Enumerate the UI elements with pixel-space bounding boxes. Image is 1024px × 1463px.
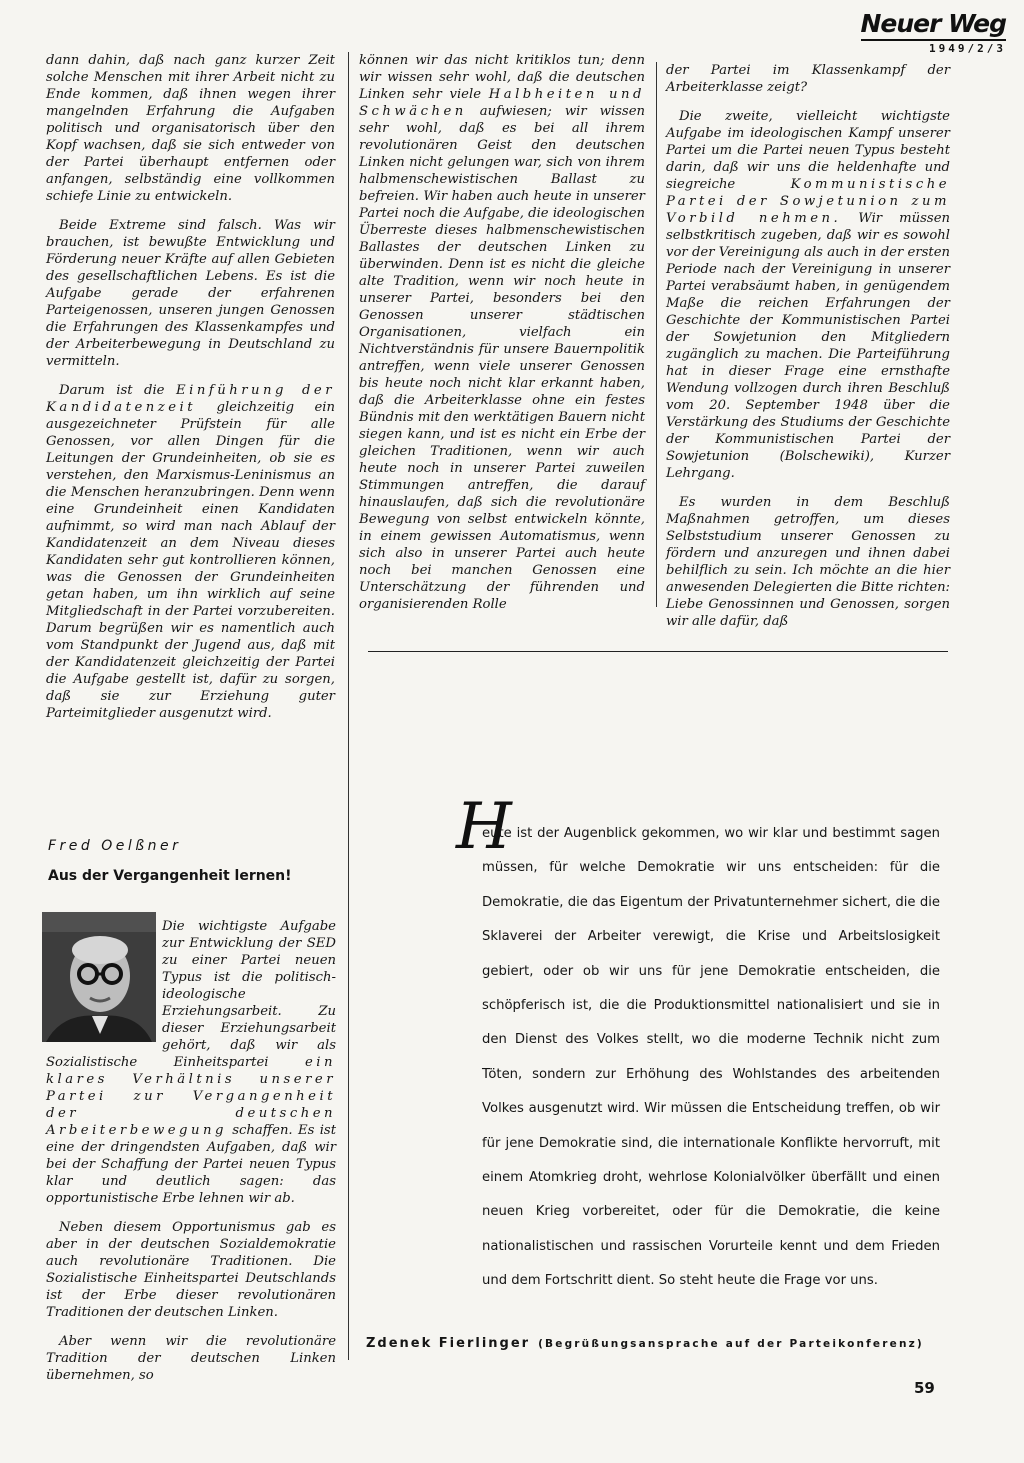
article-column-3: [666, 62, 950, 642]
section-divider: [368, 651, 948, 652]
col1-p3-emphasis: Einführung der Kandidatenzeit: [46, 383, 336, 415]
signature-note: (Begrüßungsansprache auf der Parteikonferenz): [538, 1338, 924, 1350]
oelssner-paragraph-2: Neben diesem Opportunismus gab es aber in der deutschen Sozialdemokratie auch revolutionäre Traditionen. Die Sozialistische Einheitspartei Deutschlands ist der Erbe dieser revolutionären Traditionen der deutschen Linken.: [46, 1220, 336, 1320]
oelssner-body: [46, 918, 336, 1396]
col2-p1-emphasis: Halbheiten und Schwächen: [359, 87, 645, 119]
column-rule-right: [656, 62, 657, 607]
col3-p2-text-a: Die zweite, vielleicht wichtigste Aufgabe im ideologischen Kampf unserer Partei um die Partei neuen Typus besteht darin, daß wir uns die heldenhafte und siegreiche: [666, 109, 950, 192]
quote-initial: H: [456, 790, 512, 864]
article-column-1: [46, 52, 335, 734]
oelssner-paragraph-3: Aber wenn wir die revolutionäre Tradition der deutschen Linken übernehmen, so: [46, 1334, 336, 1383]
signature-name: Zdenek Fierlinger: [366, 1336, 531, 1351]
col1-paragraph-1: dann dahin, daß nach ganz kurzer Zeit solche Menschen mit ihrer Arbeit nicht zu Ende kommen, daß ihnen wegen ihrer mangelnden Erfahrung die Aufgaben politisch und organisatorisch über den Kopf wachsen, daß sie sich entweder von der Partei überhaupt entfernen oder anfangen, selbständig eine vollkommen schiefe Linie zu entwickeln.: [46, 53, 335, 204]
col2-p1-text-a: können wir das nicht kritiklos tun; denn wir wissen sehr wohl, daß die deutschen Linken sehr viele: [359, 53, 645, 102]
portrait-spacer: [46, 918, 162, 1044]
oelssner-p1-text-b: schaffen. Es ist eine der dringendsten Aufgaben, daß wir bei der Schaffung der Partei neuen Typus klar und deutlich sagen: das opportunistische Erbe lehnen wir ab.: [46, 1123, 336, 1206]
col2-p1-text-b: aufwiesen; wir wissen sehr wohl, daß es bei all ihrem revolutionären Geist den deutschen Linken nicht gelungen war, sich von ihrem halbmenschewistischen Ballast zu befreien. Wir haben auch heute in unserer Partei noch die Aufgabe, die ideologischen Überreste dieses halbmenschewistischen Ballastes der deutschen Linken zu überwinden. Denn ist es nicht die gleiche alte Tradition, wenn wir noch heute in unserer Partei, besonders bei den Genossen unserer städtischen Organisationen, vielfach ein Nichtverständnis für unsere Bauernpolitik antreffen, wenn viele unserer Genossen bis heute noch nicht klar erkannt haben, daß die Arbeiterklasse ohne ein festes Bündnis mit den werktätigen Bauern nicht siegen kann, und ist es nicht ein Erbe der gleichen Traditionen, wenn wir auch heute noch in unserer Partei zuweilen Stimmungen antreffen, die darauf hinauslaufen, daß sich die revolutionäre Bewegung von selbst entwickeln könnte, in einem gewissen Automatismus, wenn sich also in unserer Partei auch heute noch bei manchen Genossen eine Unterschätzung der führenden und organisierenden Rolle: [359, 104, 645, 612]
article-column-2: [359, 52, 645, 625]
oelssner-title: Aus der Vergangenheit lernen!: [48, 868, 292, 884]
col1-p3-text-b: gleichzeitig ein ausgezeichneter Prüfstein für alle Genossen, vor allen Dingen für die Leitungen der Grundeinheiten, ob sie es verstehen, den Marxismus-Leninismus an die Menschen heranzubringen. Denn wenn eine Grundeinheit einen Kandidaten aufnimmt, so wird man nach Ablauf der Kandidatenzeit an dem Niveau dieses Kandidaten sehr gut kontrollieren können, was die Genossen der Grundeinheiten getan haben, um ihn wirklich auf seine Mitgliedschaft in der Partei vorzubereiten. Darum begrüßen wir es namentlich auch vom Standpunkt der Jugend aus, daß mit der Kandidatenzeit gleichzeitig der Partei die Aufgabe gestellt ist, dafür zu sorgen, daß sie zur Erziehung guter Parteimitglieder ausgenutzt wird.: [46, 400, 335, 721]
col3-p2-emphasis: Kommunistische Partei der Sowjetunion zum Vorbild nehmen.: [666, 177, 950, 226]
quote-text: eute ist der Augenblick gekommen, wo wir klar und bestimmt sagen müssen, für welche Demokratie wir uns entscheiden: für die Demokratie, die das Eigentum der Privatunternehmer sichert, die die Sklaverei der Arbeiter verewigt, die Krise und Arbeitslosigkeit gebiert, oder ob wir uns für jene Demokratie entscheiden, die schöpferisch ist, die die Produktionsmittel nationalisiert und sie in den Dienst des Volkes stellt, wo die moderne Technik nicht zum Töten, sondern zur Erhöhung des Wohlstandes des arbeitenden Volkes ausgenutzt wird. Wir müssen die Entscheidung treffen, ob wir für jene Demokratie sind, die internationale Konflikte hervorruft, mit einem Atomkrieg droht, wehrlose Kolonialvölker überfällt und einen neuen Krieg vorbereitet, oder für die Demokratie, die keine nationalistischen und rassischen Vorurteile kennt und dem Frieden und dem Fortschritt dient. So steht heute die Frage vor uns.: [482, 826, 940, 1289]
column-rule-left: [348, 52, 349, 1360]
masthead: [861, 10, 1007, 55]
col2-paragraph-1: [359, 52, 645, 613]
oelssner-author: Fred Oelßner: [48, 838, 182, 854]
col3-paragraph-1: der Partei im Klassenkampf der Arbeiterklasse zeigt?: [666, 63, 950, 95]
col1-paragraph-3: [46, 382, 335, 722]
col3-paragraph-2: [666, 108, 950, 482]
oelssner-p1-text-a: Die wichtigste Aufgabe zur Entwicklung der SED zu einer Partei neuen Typus ist die politisch-ideologische Erziehungsarbeit. Zu dieser Erziehungsarbeit gehört, daß wir als Sozialistische Einheitspartei: [46, 919, 336, 1070]
col3-p2-text-b: Wir müssen selbstkritisch zugeben, daß wir es sowohl vor der Vereinigung als auch in der ersten Periode nach der Vereinigung in unserer Partei verabsäumt haben, in genügendem Maße die reichen Erfahrungen der Geschichte der Kommunistischen Partei der Sowjetunion den Mitgliedern zugänglich zu machen. Die Parteiführung hat in dieser Frage eine ernsthafte Wendung vollzogen durch ihren Beschluß vom 20. September 1948 über die Verstärkung des Studiums der Geschichte der Kommunistischen Partei der Sowjetunion (Bolschewiki), Kurzer Lehrgang.: [666, 211, 950, 481]
masthead-issue: 1949/2/3: [861, 39, 1007, 55]
col1-p3-text-a: Darum ist die: [59, 383, 165, 398]
page-number: 59: [914, 1379, 935, 1397]
oelssner-p1-emphasis: ein klares Verhältnis unserer Partei zur Vergangenheit der deutschen Arbeiterbewegung: [46, 1055, 336, 1138]
masthead-title: Neuer Weg: [860, 9, 1006, 38]
col3-paragraph-3: Es wurden in dem Beschluß Maßnahmen getroffen, um dieses Selbststudium unserer Genossen zu fördern und anzuregen und ihnen dabei behilflich zu sein. Ich möchte an die hier anwesenden Delegierten die Bitte richten: Liebe Genossinnen und Genossen, sorgen wir alle dafür, daß: [666, 495, 951, 629]
quote-signature: [366, 1336, 924, 1351]
oelssner-paragraph-1: [46, 918, 336, 1207]
col1-paragraph-2: Beide Extreme sind falsch. Was wir brauchen, ist bewußte Entwicklung und Förderung neuer Kräfte auf allen Gebieten des gesellschaftlichen Lebens. Es ist die Aufgabe gerade der erfahrenen Parteigenossen, unseren jungen Genossen die Erfahrungen des Klassenkampfes und der Arbeiterbewegung in Deutschland zu vermitteln.: [46, 218, 335, 369]
